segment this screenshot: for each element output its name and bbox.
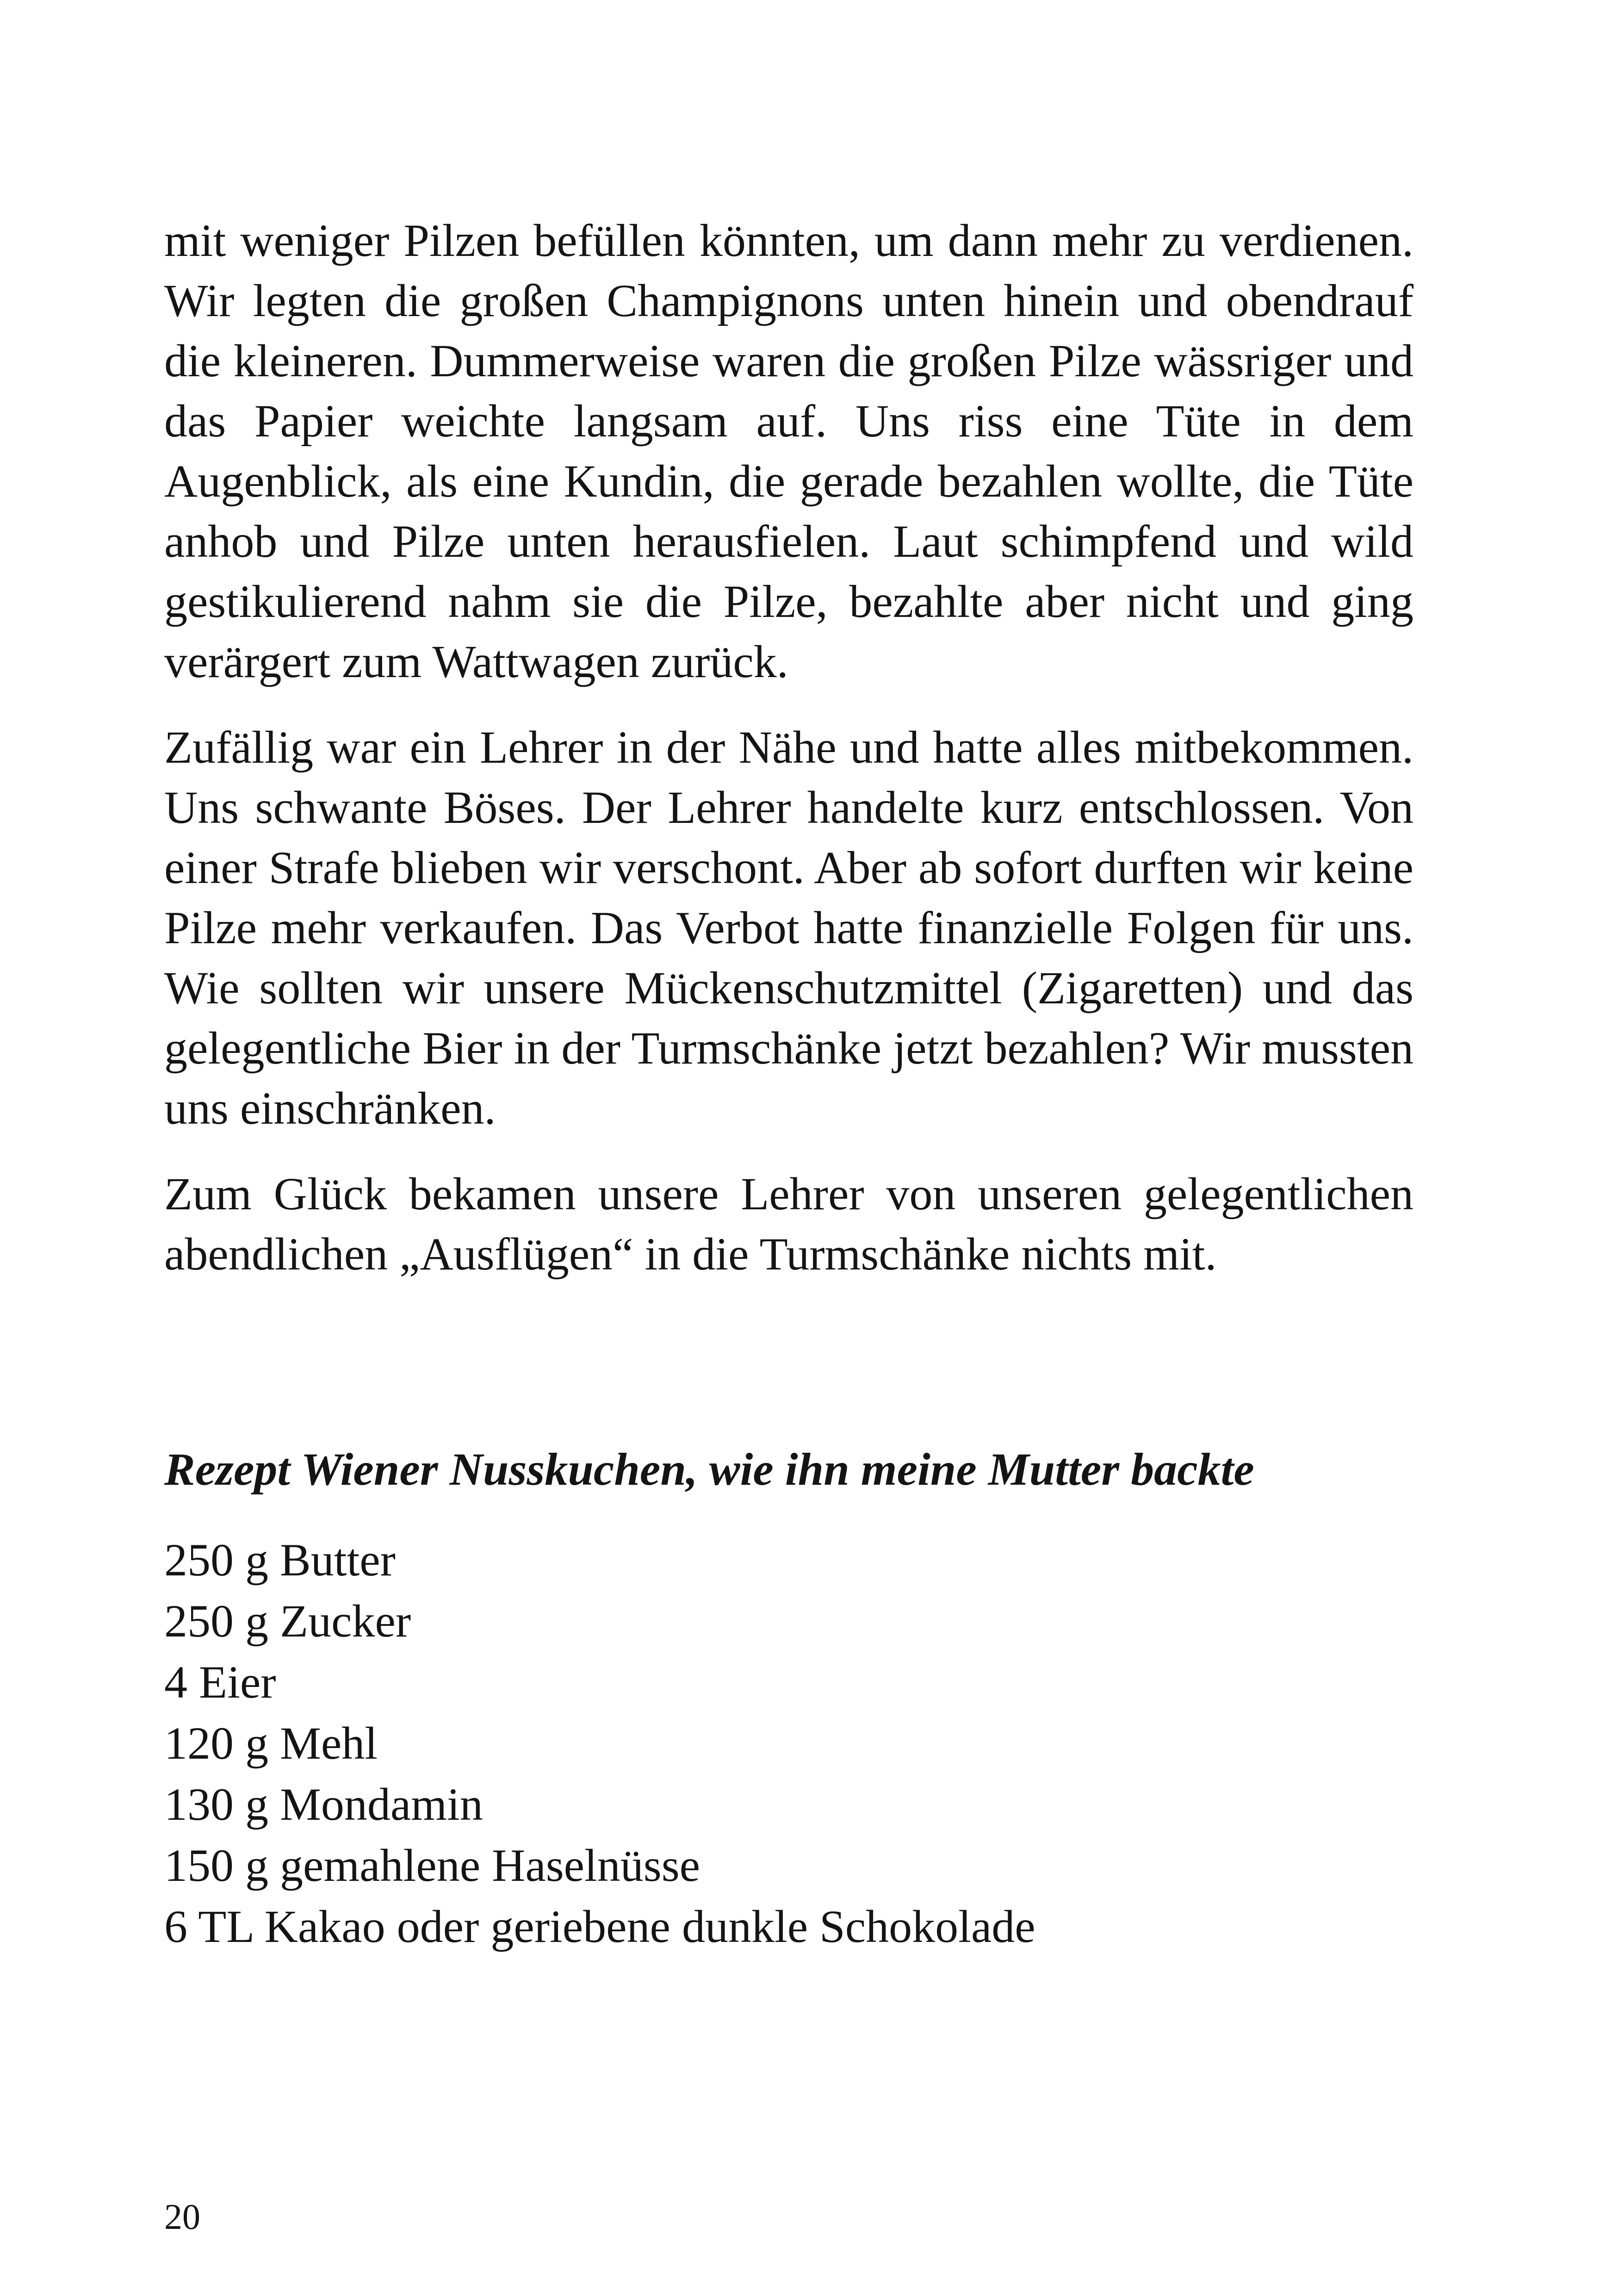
ingredient-item: 4 Eier	[164, 1656, 276, 1708]
body-text	[164, 211, 1413, 1284]
ingredient-item: 150 g gemahlene Haselnüsse	[164, 1840, 701, 1891]
recipe-title: Rezept Wiener Nusskuchen, wie ihn meine Mutter backte	[164, 1444, 1254, 1495]
ingredient-item: 130 g Mondamin	[164, 1779, 483, 1830]
paragraph-teacher: Zufällig war ein Lehrer in der Nähe und hatte alles mitbekommen. Uns schwante Böses. Der Lehrer handelte kurz entschlossen. Von einer Strafe blieben wir verschont. Aber ab sofort durften wir keine Pilze mehr verkaufen. Das Verbot hatte finanzielle Folgen für uns. Wie sollten wir unsere Mückenschutzmittel (Zigaretten) und das gelegentliche Bier in der Turmschänke jetzt bezahlen? Wir mussten uns einschränken.	[164, 722, 1413, 1134]
ingredient-item: 6 TL Kakao oder geriebene dunkle Schokolade	[164, 1901, 1035, 1952]
page-number: 20	[164, 2196, 200, 2237]
ingredient-item: 250 g Butter	[164, 1534, 396, 1586]
paragraph-excursions: Zum Glück bekamen unsere Lehrer von unseren gelegentlichen abendlichen „Ausflügen“ in die Turmschänke nichts mit.	[164, 1168, 1413, 1280]
ingredient-item: 120 g Mehl	[164, 1717, 378, 1769]
paragraph-mushroom-bags: mit weniger Pilzen befüllen könnten, um dann mehr zu verdienen. Wir legten die großen Champignons unten hinein und obendrauf die kleineren. Dummerweise waren die großen Pilze wässriger und das Papier weichte langsam auf. Uns riss eine Tüte in dem Augenblick, als eine Kundin, die gerade bezahlen wollte, die Tüte anhob und Pilze unten herausfielen. Laut schimpfend und wild gestikulierend nahm sie die Pilze, bezahlte aber nicht und ging verärgert zum Wattwagen zurück.	[164, 215, 1413, 687]
ingredient-item: 250 g Zucker	[164, 1595, 411, 1647]
ingredient-list	[164, 1530, 1413, 1957]
